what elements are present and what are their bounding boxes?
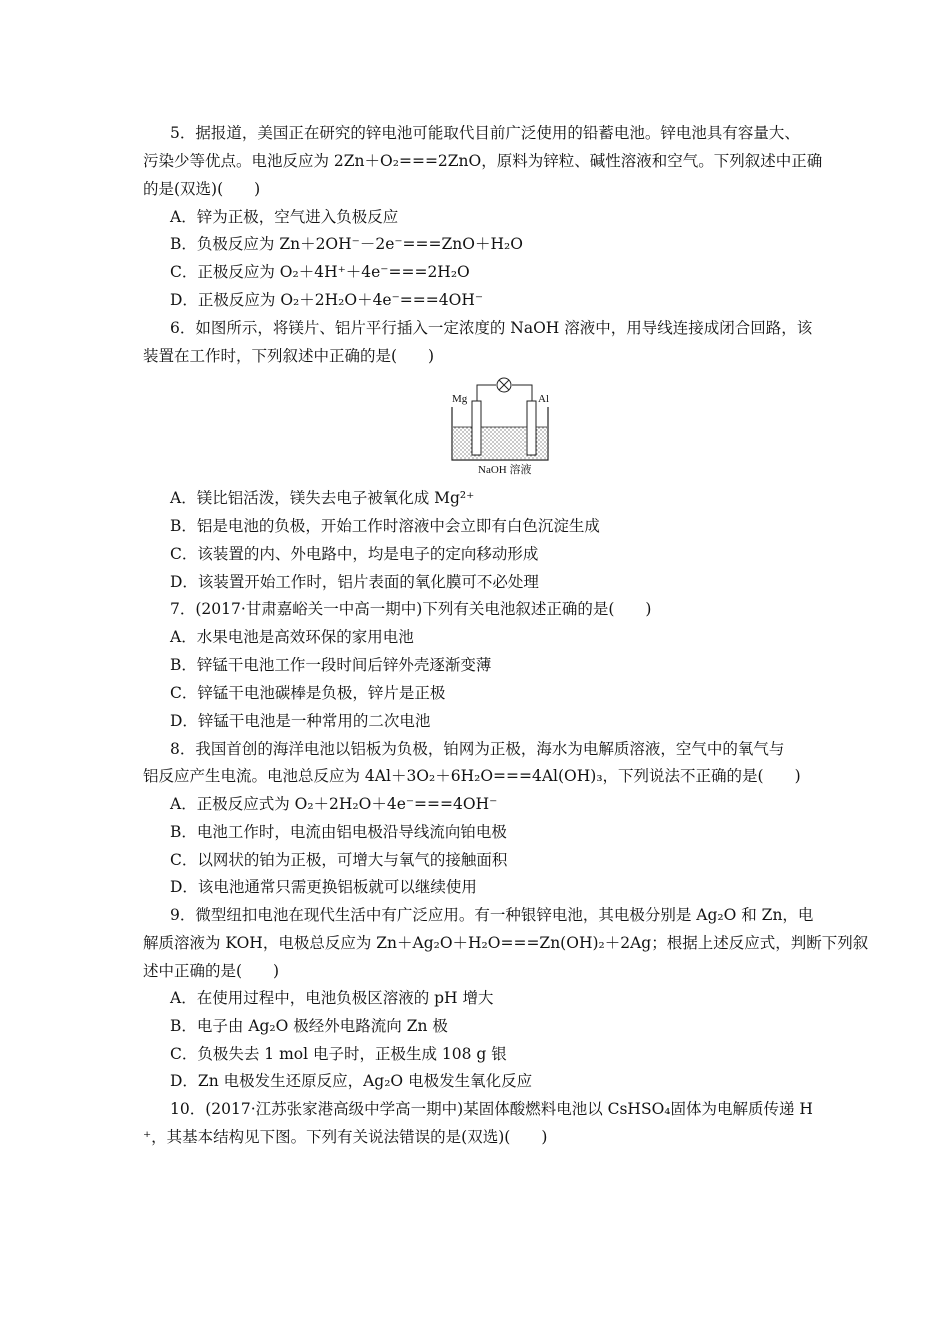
q6-stem-line2: 装置在工作时，下列叙述中正确的是( ) — [143, 347, 435, 365]
q5-stem-line2: 污染少等优点。电池反应为 2Zn＋O₂===2ZnO，原料为锌粒、碱性溶液和空气。下列叙述中正确 — [143, 152, 823, 170]
q8-option-c: C．以网状的铂为正极，可增大与氧气的接触面积 — [170, 851, 508, 869]
q5-option-b: B．负极反应为 Zn＋2OH⁻－2e⁻===ZnO＋H₂O — [170, 235, 523, 253]
q9-stem-line3: 述中正确的是( ) — [143, 962, 280, 980]
al-electrode — [527, 401, 536, 455]
q9-option-b: B．电子由 Ag₂O 极经外电路流向 Zn 极 — [170, 1017, 448, 1035]
q6-option-b: B．铝是电池的负极，开始工作时溶液中会立即有白色沉淀生成 — [170, 517, 600, 535]
naoh-label: NaOH 溶液 — [478, 464, 532, 476]
q7-stem-line1: 7．(2017·甘肃嘉峪关一中高一期中)下列有关电池叙述正确的是( ) — [170, 600, 652, 618]
q8-stem-line2: 铝反应产生电流。电池总反应为 4Al＋3O₂＋6H₂O===4Al(OH)₃，下列说法不正确的是( ) — [143, 767, 801, 785]
al-label: Al — [538, 393, 549, 405]
q8-option-b: B．电池工作时，电流由铝电极沿导线流向铂电极 — [170, 823, 507, 841]
q5-stem-line3: 的是(双选)( ) — [143, 180, 261, 198]
q8-option-d: D．该电池通常只需更换铝板就可以继续使用 — [170, 878, 477, 896]
mg-electrode — [472, 401, 481, 455]
q9-option-d: D．Zn 电极发生还原反应，Ag₂O 电极发生氧化反应 — [170, 1072, 533, 1090]
q10-stem-line1: 10．(2017·江苏张家港高级中学高一期中)某固体酸燃料电池以 CsHSO₄固体为电解质传递 H — [170, 1100, 813, 1118]
q5-option-d: D．正极反应为 O₂＋2H₂O＋4e⁻===4OH⁻ — [170, 291, 484, 309]
left-wire — [477, 385, 496, 401]
q8-option-a: A．正极反应式为 O₂＋2H₂O＋4e⁻===4OH⁻ — [170, 795, 498, 813]
q6-stem-line1: 6．如图所示，将镁片、铝片平行插入一定浓度的 NaOH 溶液中，用导线连接成闭合回路，该 — [170, 319, 813, 337]
mg-al-cell-diagram — [444, 373, 556, 477]
mg-label: Mg — [452, 393, 468, 405]
q5-option-a: A．锌为正极，空气进入负极反应 — [170, 208, 399, 226]
q7-option-d: D．锌锰干电池是一种常用的二次电池 — [170, 712, 431, 730]
q6-option-c: C．该装置的内、外电路中，均是电子的定向移动形成 — [170, 545, 539, 563]
cell-diagram-svg — [444, 373, 556, 477]
q8-stem-line1: 8．我国首创的海洋电池以铝板为负极，铂网为正极，海水为电解质溶液，空气中的氧气与 — [170, 740, 785, 758]
q6-option-a: A．镁比铝活泼，镁失去电子被氧化成 Mg²⁺ — [170, 489, 475, 507]
q9-option-c: C．负极失去 1 mol 电子时，正极生成 108 g 银 — [170, 1045, 507, 1063]
q9-stem-line1: 9．微型纽扣电池在现代生活中有广泛应用。有一种银锌电池，其电极分别是 Ag₂O 和 Zn，电 — [170, 906, 814, 924]
right-wire — [512, 385, 532, 401]
q7-option-c: C．锌锰干电池碳棒是负极，锌片是正极 — [170, 684, 446, 702]
q9-option-a: A．在使用过程中，电池负极区溶液的 pH 增大 — [170, 989, 494, 1007]
q10-stem-line2: ⁺，其基本结构见下图。下列有关说法错误的是(双选)( ) — [143, 1128, 548, 1146]
q7-option-a: A．水果电池是高效环保的家用电池 — [170, 628, 414, 646]
q5-option-c: C．正极反应为 O₂＋4H⁺＋4e⁻===2H₂O — [170, 263, 470, 281]
q5-stem-line1: 5．据报道，美国正在研究的锌电池可能取代目前广泛使用的铅蓄电池。锌电池具有容量大、 — [170, 124, 800, 142]
q9-stem-line2: 解质溶液为 KOH，电极总反应为 Zn＋Ag₂O＋H₂O===Zn(OH)₂＋2Ag；根据上述反应式，判断下列叙 — [143, 934, 869, 952]
q6-option-d: D．该装置开始工作时，铝片表面的氧化膜可不必处理 — [170, 573, 539, 591]
q7-option-b: B．锌锰干电池工作一段时间后锌外壳逐渐变薄 — [170, 656, 492, 674]
